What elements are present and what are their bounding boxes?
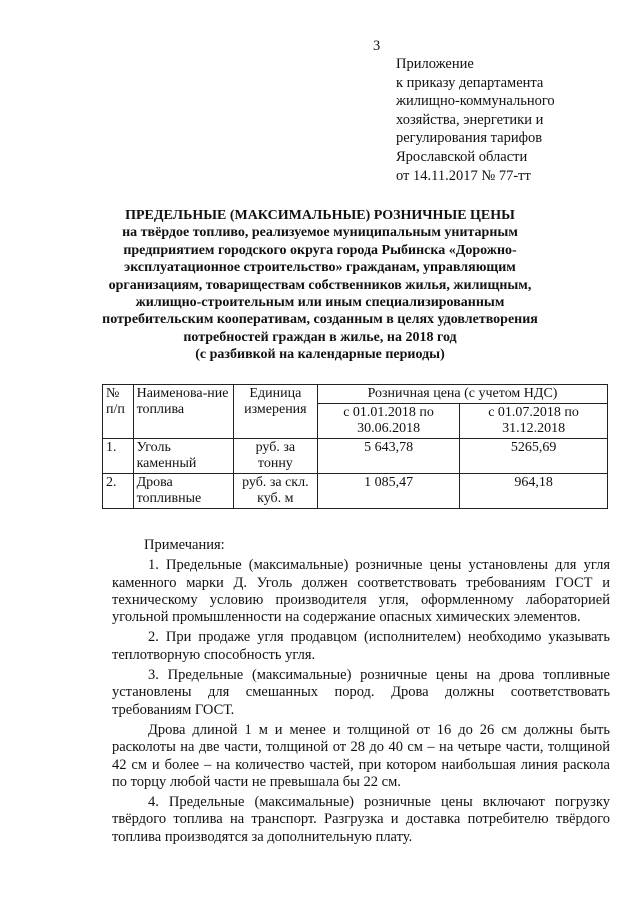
header-unit: Единица измерения [233, 385, 317, 439]
title-line: жилищно-строительным или иным специализированным [135, 295, 505, 311]
note-paragraph: 4. Предельные (максимальные) розничные цены включают погрузку твёрдого топлива на транспорт. Разгрузка и доставка потребителю твёрдого топлива производятся за дополнительную плату. [112, 794, 610, 845]
title-line: ПРЕДЕЛЬНЫЕ (МАКСИМАЛЬНЫЕ) РОЗНИЧНЫЕ ЦЕНЫ [125, 208, 515, 223]
appendix-line: Ярославской области [396, 148, 528, 165]
row-unit: руб. за тонну [233, 439, 317, 474]
header-number: № п/п [103, 385, 134, 439]
appendix-line: хозяйства, энергетики и [396, 111, 544, 128]
title-line: предприятием городского округа города Рыбинска «Дорожно- [123, 242, 517, 258]
page-number: 3 [373, 38, 381, 54]
title-line: (с разбивкой на календарные периоды) [195, 347, 445, 363]
title-line: потребительским кооперативам, созданным в целях удовлетворения [102, 312, 538, 328]
note-paragraph: 2. При продаже угля продавцом (исполнителем) необходимо указывать теплотворную способность угля. [112, 629, 610, 663]
price-table [102, 384, 608, 509]
row-price-period-1: 5 643,78 [318, 439, 460, 474]
title-line: организациям, товариществам собственников жилья, жилищным, [108, 277, 532, 293]
note-paragraph: Дрова длиной 1 м и менее и толщиной от 16 до 26 см должны быть расколоты на две части, толщиной от 28 до 40 см – на четыре части, толщиной 42 см и более – на количество частей, при котором наибольшая линия раскола по торцу любой части не превышала бы 22 см. [112, 721, 610, 790]
header-period-1: с 01.01.2018 по 30.06.2018 [318, 404, 460, 439]
table-row [103, 474, 608, 509]
appendix-line: регулирования тарифов [396, 130, 543, 147]
row-price-period-2: 964,18 [460, 474, 608, 509]
row-number: 2. [103, 474, 134, 509]
header-retail-price: Розничная цена (с учетом НДС) [318, 385, 608, 404]
appendix-line: от 14.11.2017 № 77-тт [396, 167, 531, 184]
title-line: эксплуатационное строительство» гражданам, управляющим [124, 260, 516, 276]
appendix-line: Приложение [396, 56, 474, 72]
appendix-line: к приказу департамента [396, 74, 544, 91]
notes-section [112, 537, 610, 846]
row-price-period-2: 5265,69 [460, 439, 608, 474]
row-price-period-1: 1 085,47 [318, 474, 460, 509]
header-period-2: с 01.07.2018 по 31.12.2018 [460, 404, 608, 439]
appendix-block [396, 55, 555, 185]
row-fuel-name: Дрова топливные [133, 474, 233, 509]
row-number: 1. [103, 439, 134, 474]
table-header-row [103, 385, 608, 404]
appendix-line: жилищно-коммунального [396, 93, 555, 110]
notes-header: Примечания: [144, 537, 225, 553]
table-row [103, 439, 608, 474]
header-fuel-name: Наименова-ние топлива [133, 385, 233, 439]
row-unit: руб. за скл. куб. м [233, 474, 317, 509]
title-line: потребностей граждан в жилье, на 2018 год [183, 329, 457, 345]
title-line: на твёрдое топливо, реализуемое муниципальным унитарным [122, 225, 518, 241]
document-title [100, 207, 540, 364]
note-paragraph: 1. Предельные (максимальные) розничные цены установлены для угля каменного марки Д. Уголь должен соответствовать требованиям ГОСТ и техническому условию производителя угля, оформленному лабораторией угольной промышленности на содержание опасных химических элементов. [112, 557, 610, 626]
row-fuel-name: Уголь каменный [133, 439, 233, 474]
note-paragraph: 3. Предельные (максимальные) розничные цены на дрова топливные установлены для смешанных пород. Дрова должны соответствовать требованиям ГОСТ. [112, 667, 610, 718]
